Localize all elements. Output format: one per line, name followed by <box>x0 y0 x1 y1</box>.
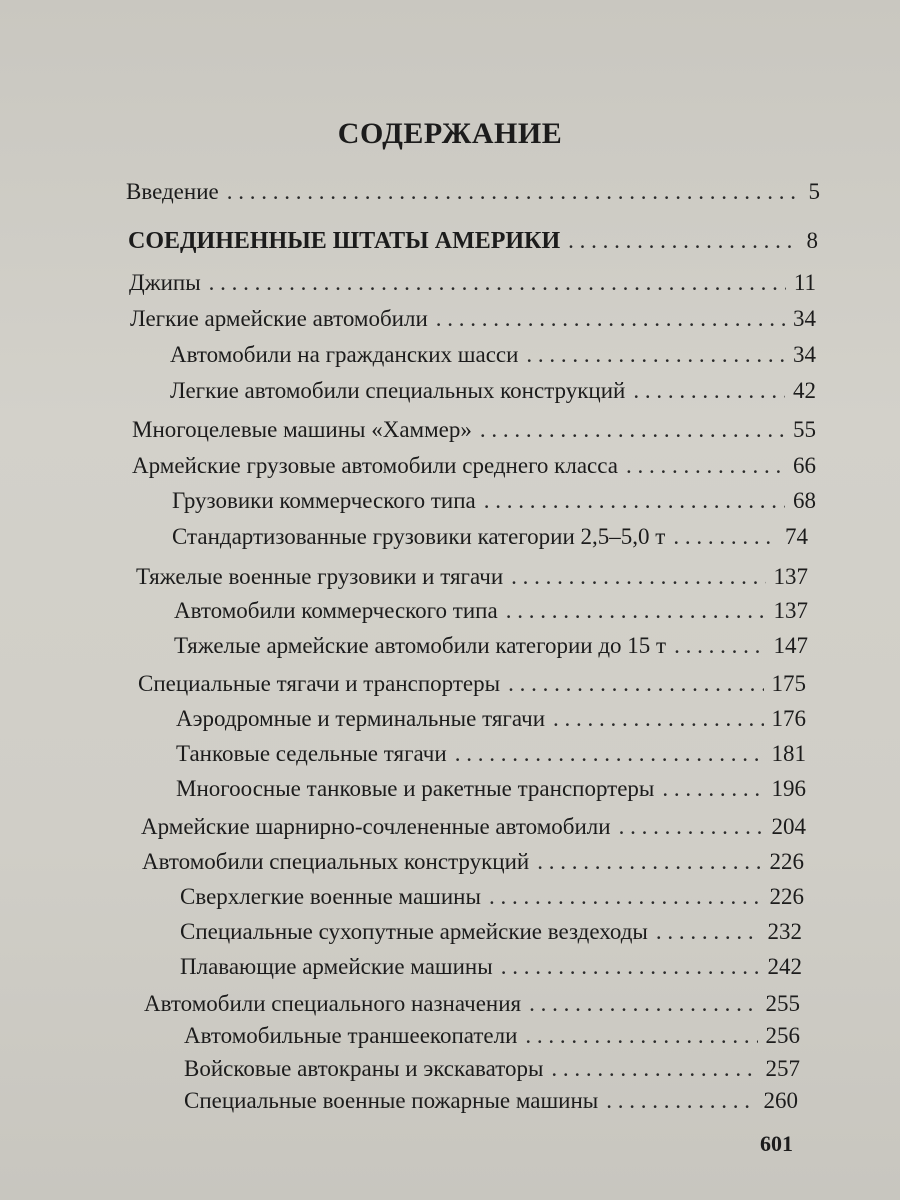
toc-leader-dots <box>674 632 765 660</box>
toc-subentry <box>174 597 808 625</box>
toc-leader-dots <box>633 377 785 405</box>
toc-entry <box>142 848 804 876</box>
page-number: 601 <box>760 1131 793 1156</box>
toc-leader-dots <box>455 740 764 768</box>
toc-entry <box>144 990 800 1018</box>
toc-entry-page: 147 <box>773 633 808 658</box>
toc-leader-dots <box>606 1087 755 1115</box>
toc-entry-label: Специальные сухопутные армейские вездеходы <box>180 919 648 944</box>
toc-entry-label: Сверхлегкие военные машины <box>180 884 481 909</box>
toc-leader-dots <box>626 452 785 480</box>
toc-entry-label: Введение <box>126 179 219 204</box>
toc-subentry <box>184 1055 800 1083</box>
toc-entry-label: Автомобили на гражданских шасси <box>170 342 519 367</box>
toc-entry-label: Плавающие армейские машины <box>180 954 493 979</box>
toc-subentry <box>174 632 808 660</box>
toc-entry-label: Автомобили специальных конструкций <box>142 849 530 874</box>
toc-entry-label: Аэродромные и терминальные тягачи <box>176 706 546 731</box>
toc-subentry <box>176 705 806 733</box>
toc-entry-label: Специальные военные пожарные машины <box>184 1088 599 1113</box>
toc-entry-page: 255 <box>765 991 800 1016</box>
toc-entry-jeeps <box>129 269 816 297</box>
toc-entry-page: 34 <box>793 306 816 331</box>
toc-subentry <box>184 1022 800 1050</box>
toc-entry <box>141 813 806 841</box>
toc-subentry <box>170 341 816 369</box>
toc-entry-page: 5 <box>808 179 820 204</box>
toc-entry-usa <box>128 227 818 255</box>
toc-entry <box>132 416 816 444</box>
toc-entry-page: 137 <box>773 564 808 589</box>
toc-leader-dots <box>511 563 765 591</box>
toc-entry-label: Автомобильные траншеекопатели <box>184 1023 518 1048</box>
toc-leader-dots <box>506 597 766 625</box>
toc-subentry <box>176 775 806 803</box>
toc-entry-page: 137 <box>773 598 808 623</box>
toc-leader-dots <box>673 523 777 551</box>
toc-entry-page: 55 <box>793 417 816 442</box>
toc-entry-page: 68 <box>793 488 816 513</box>
toc-leader-dots <box>480 416 785 444</box>
toc-entry-page: 260 <box>763 1088 798 1113</box>
toc-leader-dots <box>484 487 785 515</box>
toc-subentry <box>184 1087 798 1115</box>
toc-leader-dots <box>209 269 786 297</box>
toc-leader-dots <box>537 848 761 876</box>
toc-subentry <box>180 953 802 981</box>
toc-entry-page: 257 <box>765 1056 800 1081</box>
toc-leader-dots <box>551 1055 757 1083</box>
toc-entry-label: Стандартизованные грузовики категории 2,5–5,0 т <box>172 524 666 549</box>
toc-leader-dots <box>501 953 760 981</box>
toc-entry-label: Джипы <box>129 270 201 295</box>
toc-entry-label: Автомобили специального назначения <box>144 991 522 1016</box>
toc-leader-dots <box>526 341 785 369</box>
toc-entry-label: Грузовики коммерческого типа <box>172 488 476 513</box>
toc-entry-page: 74 <box>785 524 808 549</box>
toc-entry-page: 11 <box>793 270 816 295</box>
toc-entry-page: 196 <box>771 776 806 801</box>
toc-entry-page: 226 <box>769 884 804 909</box>
toc-entry-label: Автомобили коммерческого типа <box>174 598 498 623</box>
toc-entry <box>138 670 806 698</box>
toc-entry-page: 242 <box>767 954 802 979</box>
toc-entry-page: 176 <box>771 706 806 731</box>
toc-entry-introduction <box>126 178 820 206</box>
toc-entry-label: СОЕДИНЕННЫЕ ШТАТЫ АМЕРИКИ <box>128 228 561 254</box>
toc-entry-label: Тяжелые армейские автомобили категории до 15 т <box>174 633 667 658</box>
toc-entry-page: 42 <box>793 378 816 403</box>
toc-entry-label: Войсковые автокраны и экскаваторы <box>184 1056 544 1081</box>
toc-entry-label: Многоцелевые машины «Хаммер» <box>132 417 472 442</box>
toc-leader-dots <box>508 670 763 698</box>
toc-subentry <box>180 883 804 911</box>
toc-entry <box>136 563 808 591</box>
toc-entry <box>132 452 816 480</box>
page-title: СОДЕРЖАНИЕ <box>337 117 563 150</box>
toc-subentry <box>180 918 802 946</box>
toc-subentry <box>172 523 808 551</box>
toc-entry-label: Легкие автомобили специальных конструкций <box>170 378 626 403</box>
toc-entry-page: 8 <box>806 228 818 253</box>
toc-entry-page: 66 <box>793 453 816 478</box>
toc-entry-page: 226 <box>769 849 804 874</box>
toc-entry-page: 256 <box>765 1023 800 1048</box>
toc-leader-dots <box>553 705 763 733</box>
toc-entry-label: Тяжелые военные грузовики и тягачи <box>136 564 504 589</box>
toc-entry-label: Танковые седельные тягачи <box>176 741 447 766</box>
toc-subentry <box>172 487 816 515</box>
toc-leader-dots <box>436 305 785 333</box>
toc-entry-label: Многоосные танковые и ракетные транспортеры <box>176 776 655 801</box>
toc-entry <box>130 305 816 333</box>
toc-entry-page: 232 <box>767 919 802 944</box>
toc-entry-label: Армейские шарнирно-сочлененные автомобили <box>141 814 611 839</box>
toc-entry-label: Легкие армейские автомобили <box>130 306 428 331</box>
toc-entry-page: 175 <box>771 671 806 696</box>
toc-entry-label: Специальные тягачи и транспортеры <box>138 671 501 696</box>
toc-leader-dots <box>568 227 798 255</box>
toc-leader-dots <box>656 918 760 946</box>
toc-entry-page: 204 <box>771 814 806 839</box>
toc-leader-dots <box>227 178 801 206</box>
toc-subentry <box>176 740 806 768</box>
toc-entry-page: 34 <box>793 342 816 367</box>
toc-leader-dots <box>662 775 763 803</box>
toc-subentry <box>170 377 816 405</box>
toc-leader-dots <box>529 990 757 1018</box>
toc-leader-dots <box>619 813 764 841</box>
toc-leader-dots <box>489 883 762 911</box>
toc-leader-dots <box>525 1022 757 1050</box>
toc-entry-label: Армейские грузовые автомобили среднего класса <box>132 453 618 478</box>
toc-entry-page: 181 <box>771 741 806 766</box>
